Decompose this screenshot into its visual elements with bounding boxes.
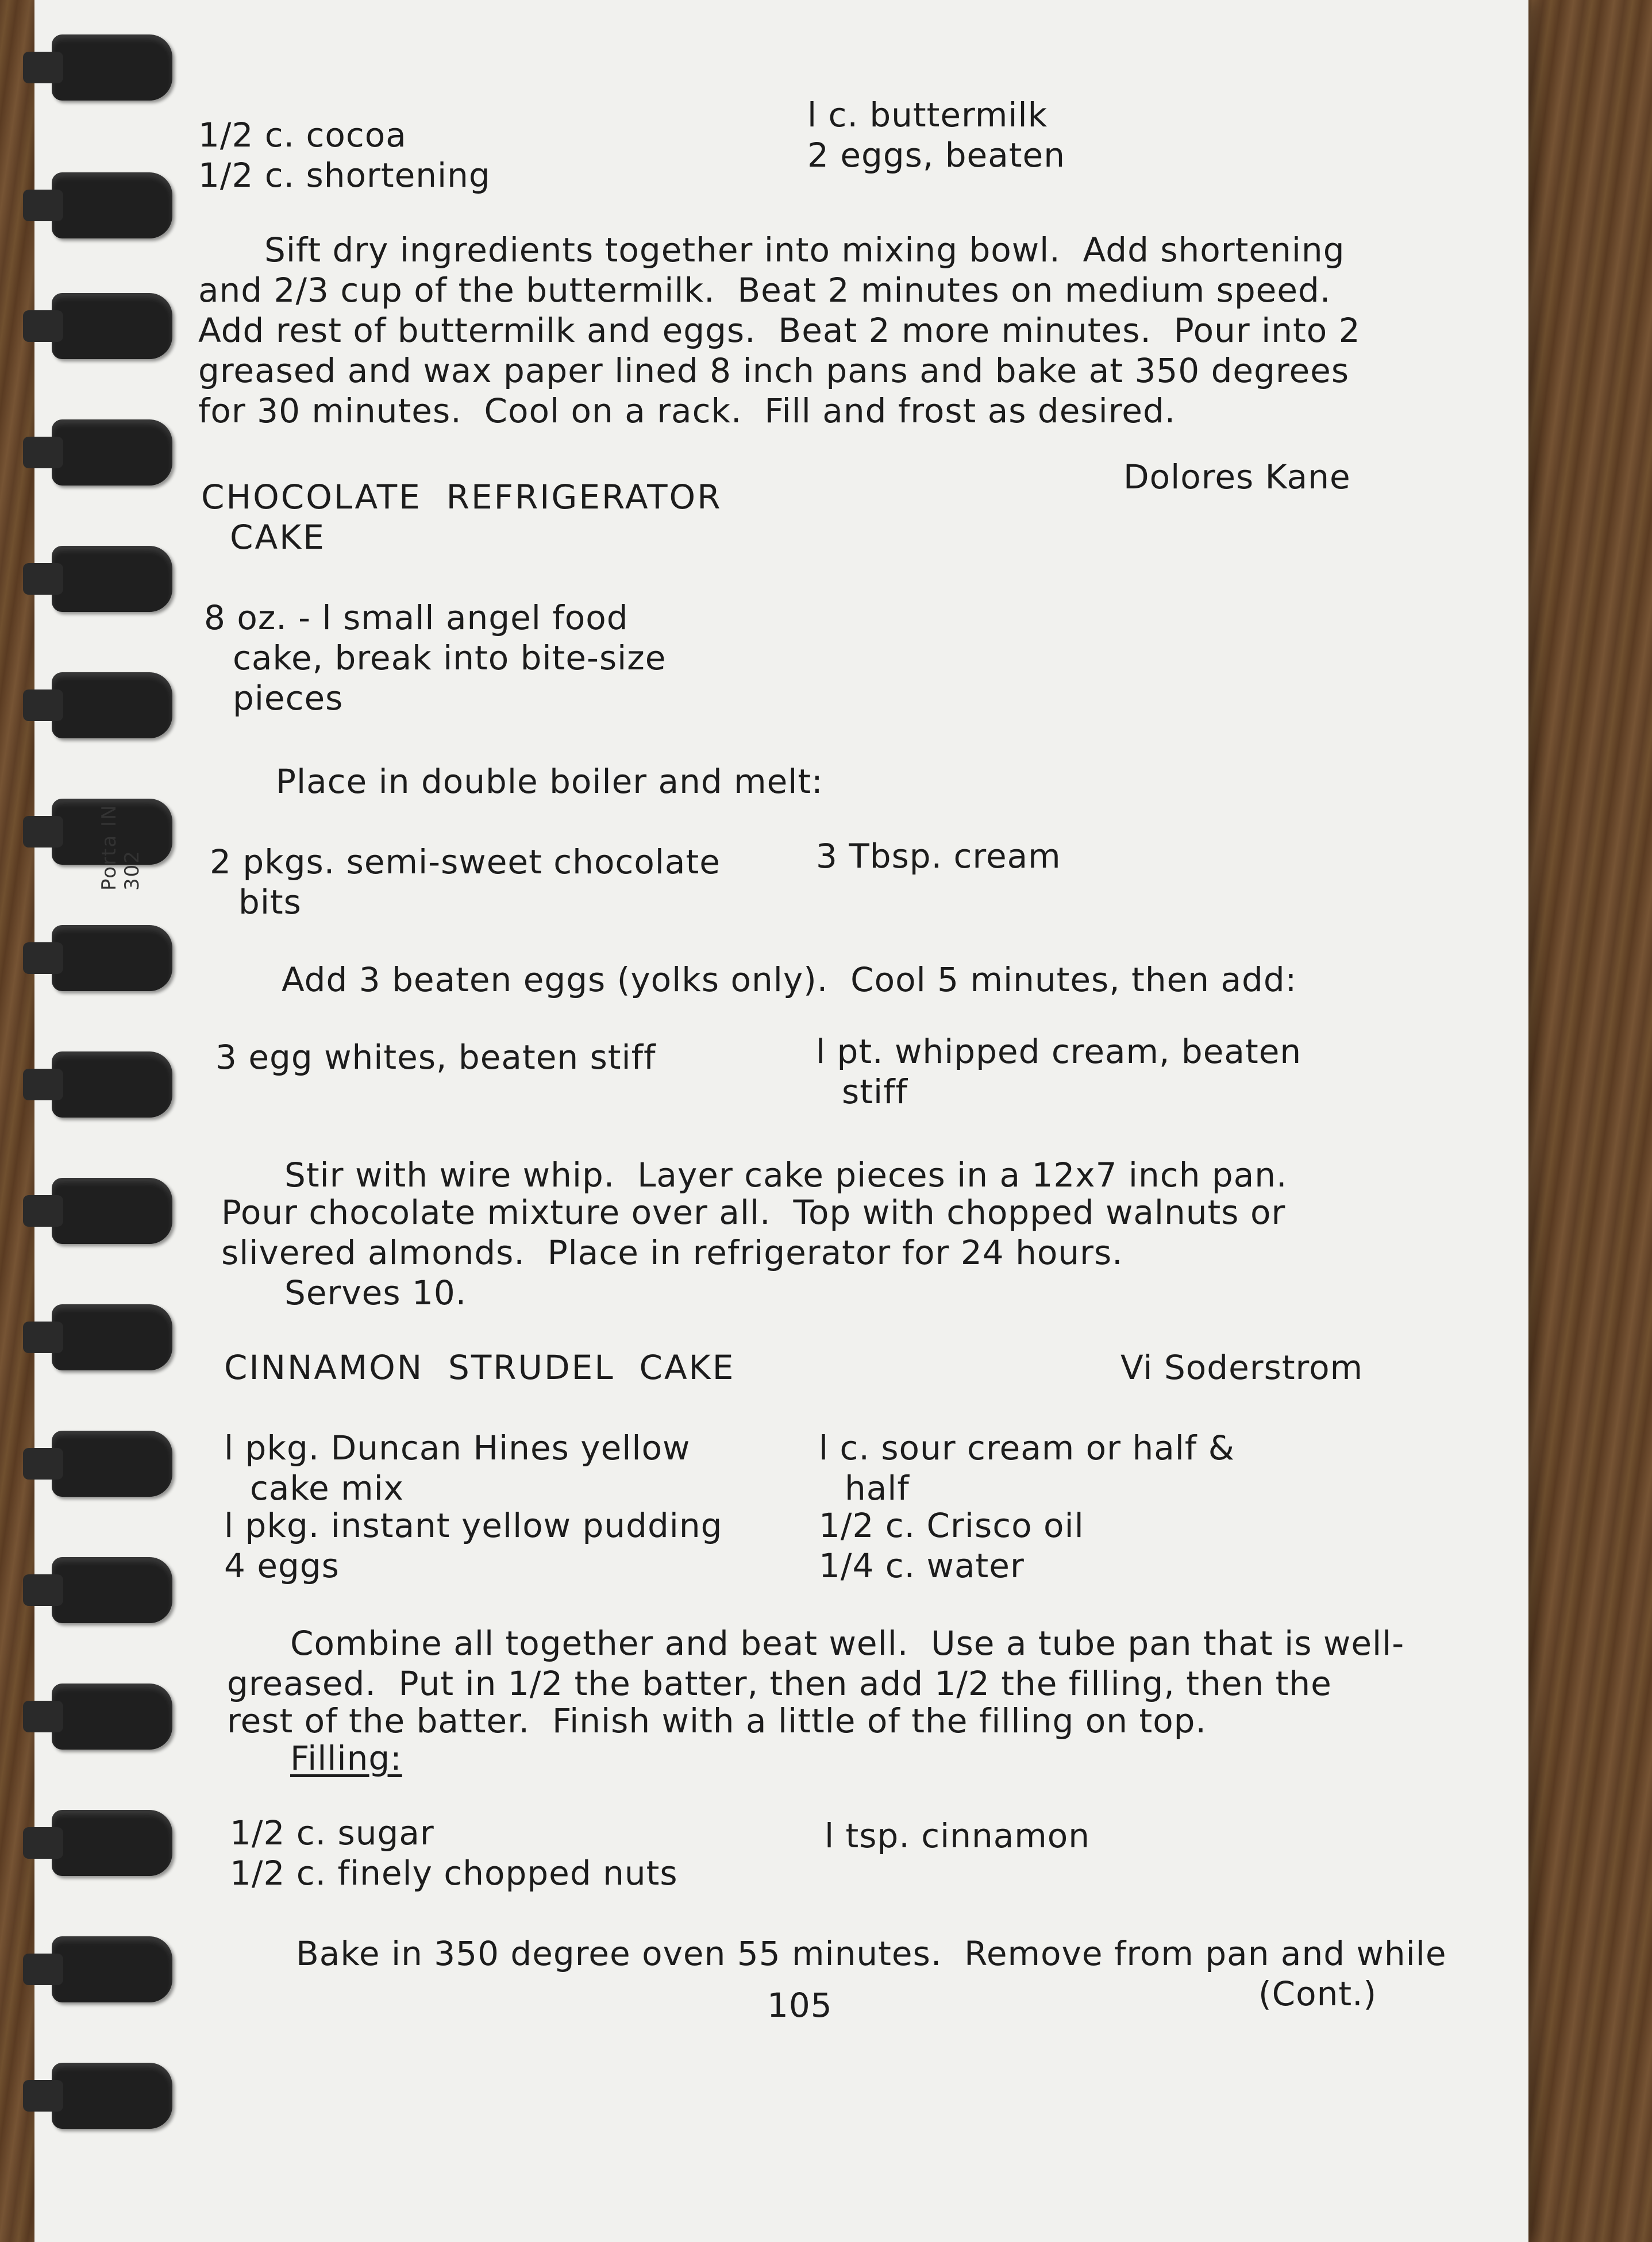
- ingredient-chocolate: 2 pkgs. semi-sweet chocolate: [210, 842, 721, 881]
- ingredient-line: cake mix: [250, 1469, 405, 1508]
- ingredient-line: 1/2 c. Crisco oil: [819, 1506, 1084, 1545]
- binding-coil: [52, 34, 172, 101]
- instruction-line: Combine all together and beat well. Use a tube pan that is well-: [290, 1624, 1405, 1663]
- filling-label: Filling:: [290, 1739, 402, 1778]
- ingredient-whipped-cream-cont: stiff: [842, 1072, 908, 1111]
- ingredient-line: 4 eggs: [224, 1546, 340, 1585]
- binding-coil: [52, 1557, 172, 1623]
- recipe-author: Vi Soderstrom: [1120, 1348, 1364, 1387]
- ingredient-line: l pkg. Duncan Hines yellow: [224, 1428, 691, 1467]
- instruction-line: for 30 minutes. Cool on a rack. Fill and frost as desired.: [198, 391, 1176, 430]
- instruction-line: Stir with wire whip. Layer cake pieces in a 12x7 inch pan.: [284, 1155, 1288, 1195]
- recipe-title-cont: CAKE: [230, 518, 326, 557]
- filling-ingredient: l tsp. cinnamon: [825, 1816, 1091, 1855]
- ingredient-egg-whites: 3 egg whites, beaten stiff: [215, 1038, 656, 1077]
- instruction-line: Add 3 beaten eggs (yolks only). Cool 5 minutes, then add:: [282, 960, 1297, 999]
- ingredient-line: half: [845, 1469, 910, 1508]
- binding-coil: [52, 2063, 172, 2129]
- ingredient-cream: 3 Tbsp. cream: [816, 837, 1061, 876]
- ingredient-eggs: 2 eggs, beaten: [807, 136, 1065, 175]
- instruction-line: greased and wax paper lined 8 inch pans and bake at 350 degrees: [198, 351, 1350, 390]
- ingredient-chocolate-cont: bits: [238, 883, 302, 922]
- instruction-line: Add rest of buttermilk and eggs. Beat 2 more minutes. Pour into 2: [198, 311, 1361, 350]
- binding-coil: [52, 672, 172, 738]
- binding-coil: [52, 1304, 172, 1370]
- continued-note: (Cont.): [1258, 1974, 1377, 2013]
- ingredient-line: 1/4 c. water: [819, 1546, 1025, 1585]
- instruction-line: slivered almonds. Place in refrigerator for 24 hours.: [221, 1233, 1123, 1272]
- recipe-author: Dolores Kane: [1123, 457, 1351, 496]
- binding-coil: [52, 1684, 172, 1750]
- binding-coil: [52, 546, 172, 612]
- instruction-line: Sift dry ingredients together into mixing bowl. Add shortening: [264, 230, 1345, 269]
- instruction-line: Place in double boiler and melt:: [276, 762, 823, 801]
- instruction-line: Pour chocolate mixture over all. Top with chopped walnuts or: [221, 1193, 1286, 1232]
- ingredient-line: l pkg. instant yellow pudding: [224, 1506, 723, 1545]
- instruction-line: greased. Put in 1/2 the batter, then add 1/2 the filling, then the: [227, 1664, 1332, 1703]
- serves-line: Serves 10.: [284, 1273, 467, 1312]
- binding-coil: [52, 1051, 172, 1118]
- ingredient-whipped-cream: l pt. whipped cream, beaten: [816, 1032, 1302, 1071]
- ingredient-line: pieces: [233, 679, 344, 718]
- binding-coil: [52, 925, 172, 991]
- instruction-line: rest of the batter. Finish with a little of the filling on top.: [227, 1701, 1207, 1740]
- binding-coil: [52, 1431, 172, 1497]
- spiral-binding: [0, 0, 207, 2242]
- instruction-line: and 2/3 cup of the buttermilk. Beat 2 minutes on medium speed.: [198, 271, 1331, 310]
- ingredient-line: cake, break into bite-size: [233, 638, 667, 677]
- ingredient-buttermilk: l c. buttermilk: [807, 95, 1048, 134]
- spine-label: Porta IN 302: [98, 804, 144, 891]
- ingredient-shortening: 1/2 c. shortening: [198, 156, 491, 195]
- binding-coil: [52, 293, 172, 359]
- recipe-title: CINNAMON STRUDEL CAKE: [224, 1348, 735, 1387]
- ingredient-line: 8 oz. - l small angel food: [204, 598, 629, 637]
- recipe-title: CHOCOLATE REFRIGERATOR: [201, 477, 722, 517]
- filling-ingredient: 1/2 c. finely chopped nuts: [230, 1854, 678, 1893]
- ingredient-line: l c. sour cream or half &: [819, 1428, 1235, 1467]
- instruction-line: Bake in 350 degree oven 55 minutes. Remove from pan and while: [296, 1934, 1447, 1973]
- binding-coil: [52, 1178, 172, 1244]
- filling-ingredient: 1/2 c. sugar: [230, 1813, 434, 1852]
- binding-coil: [52, 1810, 172, 1876]
- binding-coil: [52, 1936, 172, 2002]
- ingredient-cocoa: 1/2 c. cocoa: [198, 115, 407, 155]
- binding-coil: [52, 419, 172, 486]
- binding-coil: [52, 172, 172, 238]
- page-number: 105: [767, 1986, 833, 2025]
